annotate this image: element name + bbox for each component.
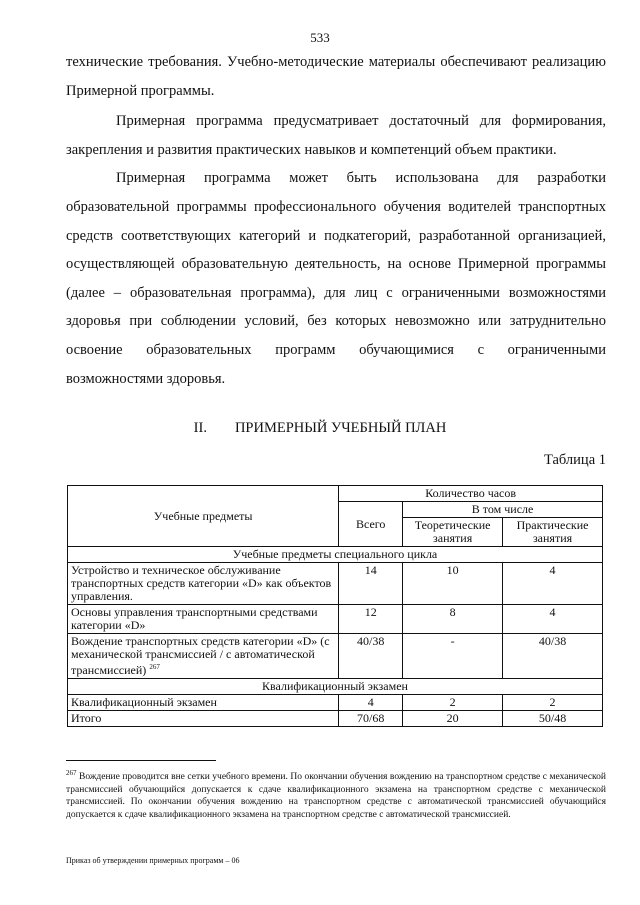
practice-cell: 4	[503, 563, 603, 605]
footnote-divider	[66, 760, 216, 761]
header-practice: Практические занятия	[503, 518, 603, 547]
header-theory: Теоретические занятия	[403, 518, 503, 547]
subject-cell: Квалификационный экзамен	[68, 695, 339, 711]
header-including: В том числе	[403, 502, 603, 518]
subject-cell: Устройство и техническое обслуживание транспортных средств категории «D» как объектов управления.	[68, 563, 339, 605]
table-row-total	[68, 711, 603, 727]
total-cell: 40/38	[339, 634, 403, 679]
subject-text: Вождение транспортных средств категории «D» (с механической трансмиссией / с автоматической трансмиссией)	[71, 634, 330, 677]
section-heading	[0, 420, 640, 437]
body-text	[66, 48, 606, 393]
practice-cell: 40/38	[503, 634, 603, 679]
subject-cell: Основы управления транспортными средствами категории «D»	[68, 605, 339, 634]
footnote	[66, 767, 606, 821]
practice-cell: 2	[503, 695, 603, 711]
header-hours: Количество часов	[339, 486, 603, 502]
theory-cell: 10	[403, 563, 503, 605]
page-footer: Приказ об утверждении примерных программ – 06	[66, 856, 240, 865]
theory-cell: 2	[403, 695, 503, 711]
practice-cell: 4	[503, 605, 603, 634]
section-title: ПРИМЕРНЫЙ УЧЕБНЫЙ ПЛАН	[234, 420, 447, 436]
header-subjects: Учебные предметы	[68, 486, 339, 547]
paragraph-1: технические требования. Учебно-методические материалы обеспечивают реализацию Примерной программы.	[66, 54, 606, 99]
footnote-mark: 267	[66, 769, 77, 777]
header-total: Всего	[339, 502, 403, 547]
theory-cell: 20	[403, 711, 503, 727]
table-row	[68, 634, 603, 679]
section-row-special: Учебные предметы специального цикла	[68, 547, 603, 563]
section-row-exam: Квалификационный экзамен	[68, 679, 603, 695]
table-row	[68, 695, 603, 711]
footnote-text: Вождение проводится вне сетки учебного времени. По окончании обучения вождению на транспортном средстве с механической трансмиссией обучающийся допускается к сдаче квалификационного экзамена на транспортном средстве с механической трансмиссией. По окончании обучения вождению на транспортном средстве с автоматической трансмиссией обучающийся допускается к сдаче квалификационного экзамена на транспортном средстве с автоматической трансмиссией.	[66, 772, 606, 820]
practice-cell: 50/48	[503, 711, 603, 727]
paragraph-3: Примерная программа может быть использована для разработки образовательной программы профессионального обучения водителей транспортных средств соответствующих категорий и подкатегорий, разработанной организацией, осуществляющей образовательную деятельность, на основе Примерной программы (далее – образовательная программа), для лиц с ограниченными возможностями здоровья при соблюдении условий, без которых невозможно или затруднительно освоение образовательных программ обучающимися с ограниченными возможностями здоровья.	[66, 170, 606, 387]
total-cell: 70/68	[339, 711, 403, 727]
total-cell: 4	[339, 695, 403, 711]
table-row	[68, 605, 603, 634]
table-row	[68, 563, 603, 605]
curriculum-table	[67, 485, 603, 727]
theory-cell: -	[403, 634, 503, 679]
table-label: Таблица 1	[543, 452, 606, 468]
section-number: II.	[193, 420, 207, 436]
theory-cell: 8	[403, 605, 503, 634]
total-cell: 12	[339, 605, 403, 634]
paragraph-2: Примерная программа предусматривает достаточный для формирования, закрепления и развития практических навыков и компетенций объем практики.	[66, 113, 606, 158]
footnote-ref: 267	[149, 663, 160, 671]
page-number: 533	[310, 30, 330, 45]
subject-cell: Итого	[68, 711, 339, 727]
total-cell: 14	[339, 563, 403, 605]
subject-cell	[68, 634, 339, 679]
